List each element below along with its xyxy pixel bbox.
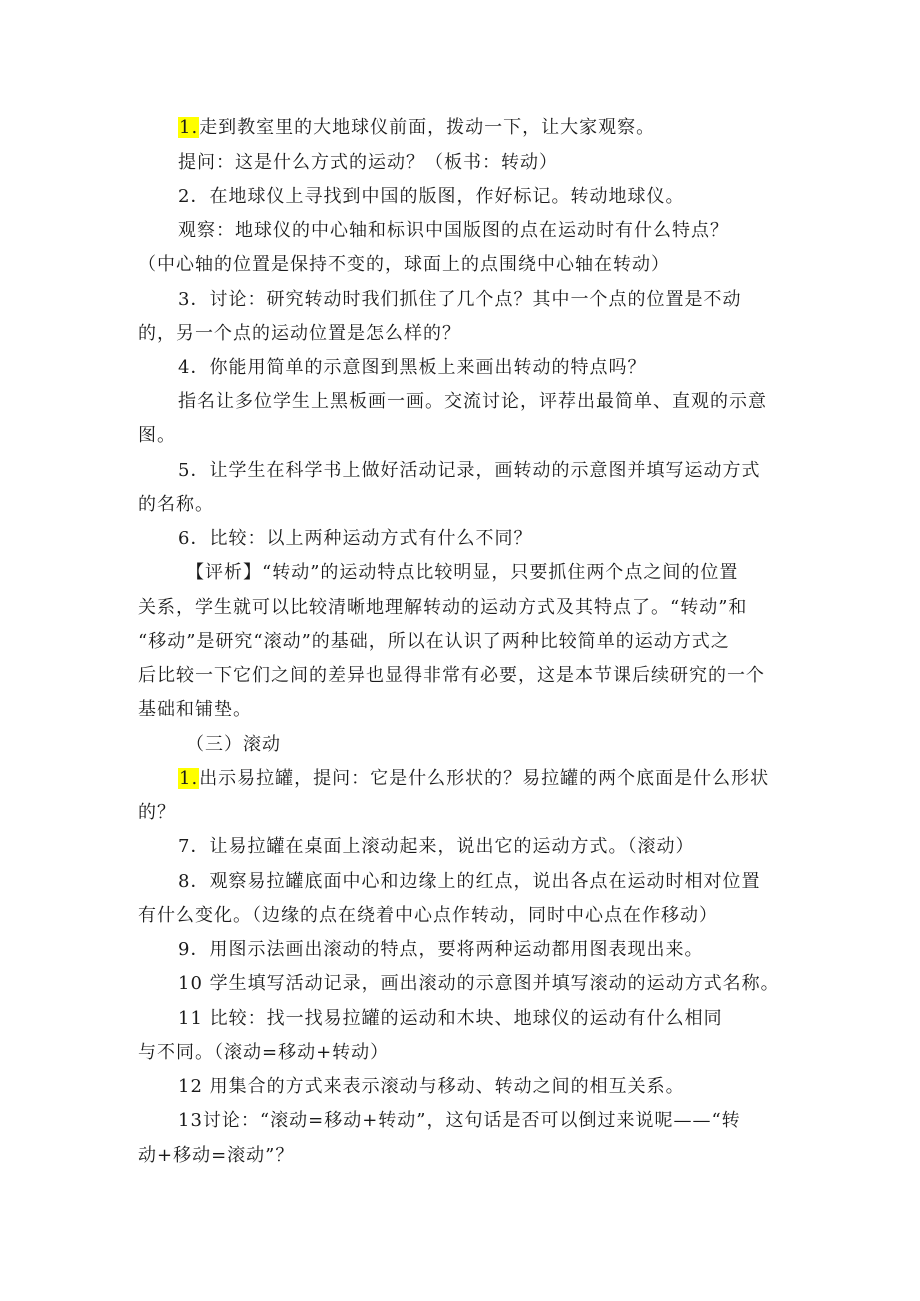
highlighted-number: 1. — [179, 117, 199, 138]
paragraph-line: 6．比较：以上两种运动方式有什么不同？ — [178, 528, 533, 549]
paragraph-line: 1.走到教室里的大地球仪前面，拨动一下，让大家观察。 — [179, 117, 656, 138]
paragraph-line: 与不同。（滚动=移动+转动） — [138, 1042, 390, 1063]
paragraph-line: 指名让多位学生上黑板画一画。交流讨论，评荐出最简单、直观的示意 — [178, 391, 767, 412]
paragraph-line: （中心轴的位置是保持不变的，球面上的点围绕中心轴在转动） — [138, 254, 670, 275]
paragraph-line: 13讨论：“滚动=移动+转动”，这句话是否可以倒过来说呢——“转 — [178, 1110, 741, 1131]
paragraph-line: 11 比较：找一找易拉罐的运动和木块、地球仪的运动有什么相同 — [178, 1008, 723, 1029]
paragraph-line: 的名称。 — [138, 494, 214, 515]
paragraph-line: 基础和铺垫。 — [138, 699, 252, 720]
paragraph-line: 的？ — [138, 802, 176, 823]
paragraph-line: 的，另一个点的运动位置是怎么样的？ — [138, 323, 461, 344]
paragraph-line: 【评析】“转动”的运动特点比较明显，只要抓住两个点之间的位置 — [186, 562, 739, 583]
paragraph-line: 1.出示易拉罐，提问：它是什么形状的？易拉罐的两个底面是什么形状 — [179, 768, 770, 789]
paragraph-line: 动+移动=滚动”？ — [138, 1145, 295, 1166]
highlighted-number: 1. — [179, 768, 199, 789]
paragraph-line: 10 学生填写活动记录，画出滚动的示意图并填写滚动的运动方式名称。 — [178, 973, 780, 994]
paragraph-line: 3．讨论：研究转动时我们抓住了几个点？其中一个点的位置是不动 — [178, 289, 742, 310]
paragraph-line: 9．用图示法画出滚动的特点，要将两种运动都用图表现出来。 — [178, 939, 704, 960]
paragraph-line: 提问：这是什么方式的运动？（板书：转动） — [178, 152, 558, 173]
paragraph-line: 有什么变化。（边缘的点在绕着中心点作转动，同时中心点在作移动） — [138, 905, 718, 926]
paragraph-line: 5．让学生在科学书上做好活动记录，画转动的示意图并填写运动方式 — [178, 460, 761, 481]
section-heading: （三）滚动 — [186, 734, 281, 755]
paragraph-line: 4．你能用简单的示意图到黑板上来画出转动的特点吗？ — [178, 357, 647, 378]
paragraph-line: 12 用集合的方式来表示滚动与移动、转动之间的相互关系。 — [178, 1076, 685, 1097]
paragraph-line: 后比较一下它们之间的差异也显得非常有必要，这是本节课后续研究的一个 — [138, 665, 765, 686]
paragraph-line: 2．在地球仪上寻找到中国的版图，作好标记。转动地球仪。 — [178, 186, 685, 207]
paragraph-line: 8．观察易拉罐底面中心和边缘上的红点，说出各点在运动时相对位置 — [178, 871, 761, 892]
paragraph-line: 观察：地球仪的中心轴和标识中国版图的点在运动时有什么特点？ — [178, 220, 729, 241]
paragraph-line: 关系，学生就可以比较清晰地理解转动的运动方式及其特点了。“转动”和 — [138, 597, 748, 618]
paragraph-line: 7．让易拉罐在桌面上滚动起来，说出它的运动方式。（滚动） — [178, 836, 695, 857]
paragraph-line: 图。 — [138, 425, 176, 446]
paragraph-line: “移动”是研究“滚动”的基础，所以在认识了两种比较简单的运动方式之 — [138, 631, 730, 652]
